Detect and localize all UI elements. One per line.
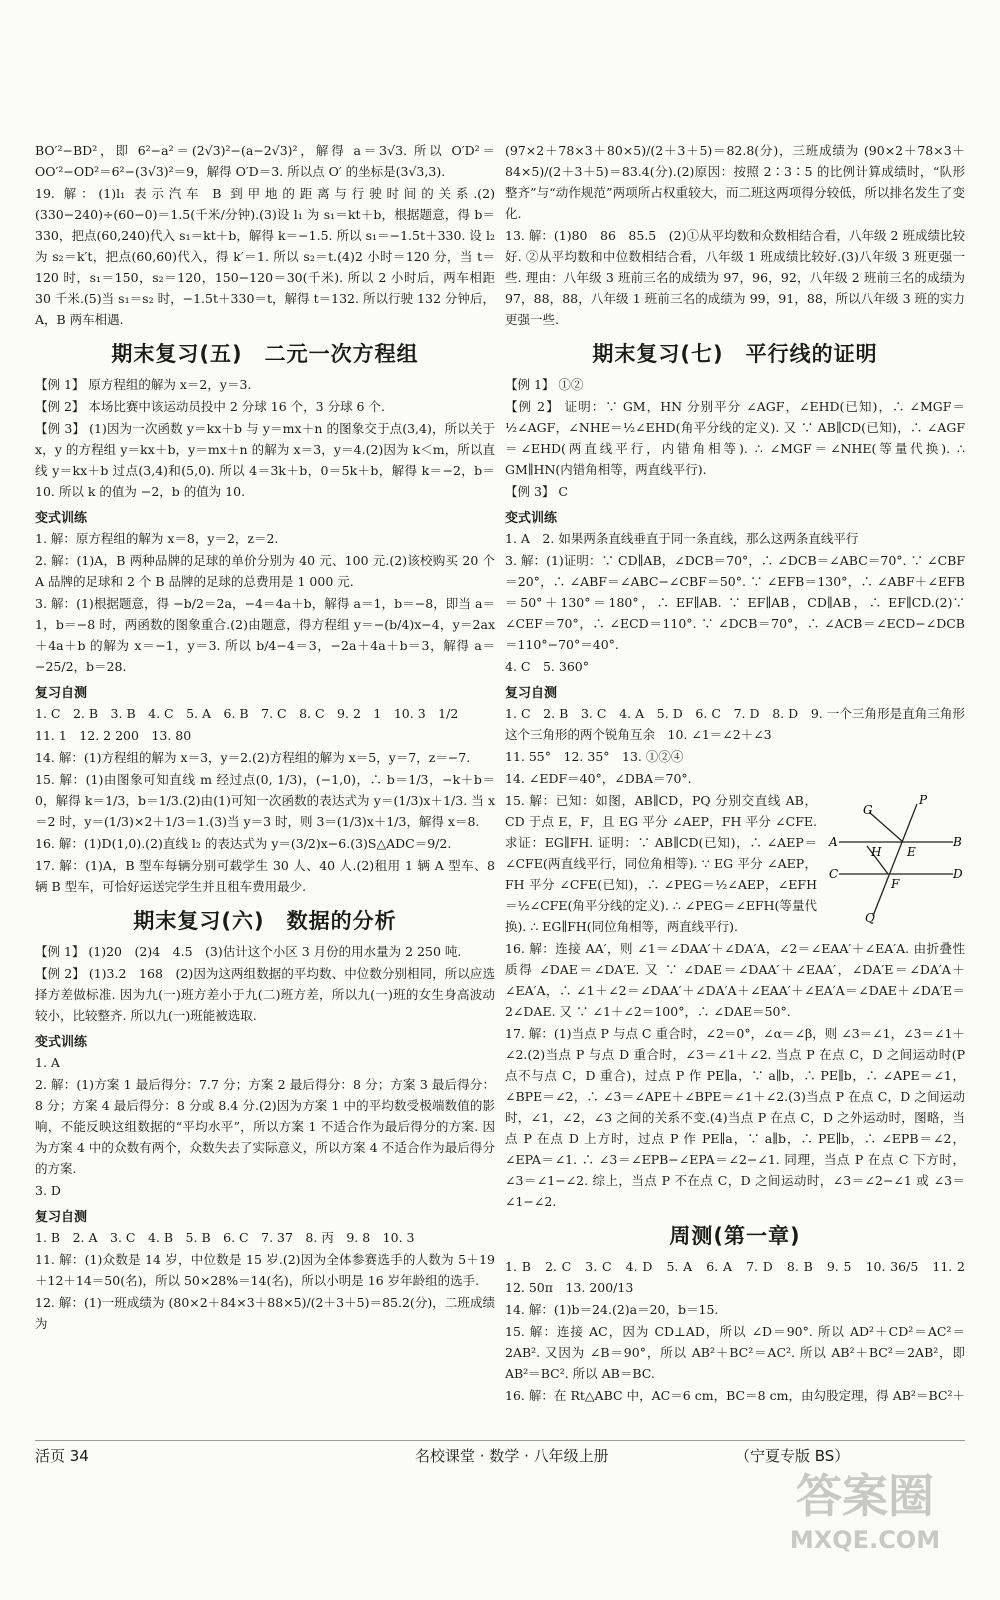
answer-paragraph: 1. 解：原方程组的解为 x＝8，y＝2，z＝2.: [35, 531, 279, 546]
figure-label-d: D: [953, 867, 963, 881]
answer-paragraph: 【例 2】 (1)3.2 168 (2)因为这两组数据的平均数、中位数分别相同，所以应选择方差做标准. 因为九(一)班方差小于九(二)班方差，所以九(一)班的女生身高波动较小，比较整齐. 所以九(一)班能被选取.: [35, 966, 495, 1023]
subsection-label: 变式训练: [505, 511, 558, 526]
answer-paragraph: 19. 解：(1)l₁ 表示汽车 B 到甲地的距离与行驶时间的关系.(2)(330−240)÷(60−0)＝1.5(千米/分钟).(3)设 l₁ 为 s₁＝kt＋b，根据题意，得 b＝330，把点(60,240)代入 s₁＝kt＋b，解得 k＝−1.5. 所以 s₁＝−1.5t＋330. 设 l₂ 为 s₂＝k′t，把点(60,60)代入，得 k′＝1. 所以 s₂＝t.(4)2 小时＝120 分，当 t＝120 时，s₁＝150，s₂＝120，150−120＝30(千米). 所以 2 小时后，两车相距 30 千米.(5)当 s₁＝s₂ 时，−1.5t＋330＝t，解得 t＝132. 所以行驶 132 分钟后，A，B 两车相遇.: [35, 186, 495, 327]
section-heading: 期末复习(六) 数据的分析: [133, 909, 397, 933]
figure-label-e: E: [907, 845, 916, 859]
answer-paragraph: 【例 3】 C: [505, 484, 568, 499]
answer-paragraph: 13. 解：(1)80 86 85.5 (2)①从平均数和众数相结合看，八年级 2 班成绩比较好. ②从平均数和中位数相结合看，八年级 1 班成绩比较好.(3)八年级 3 班更强一些. 理由：八年级 3 班前三名的成绩为 97，96，92，八年级 2 班前三名的成绩为 97，88，88，八年级 1 班前三名的成绩为 99，91，88，所以八年级 3 班的实力更强一些.: [505, 228, 965, 327]
subsection-label: 变式训练: [35, 511, 88, 526]
figure-label-g: G: [863, 803, 873, 817]
figure-label-b: B: [953, 835, 962, 849]
watermark-text: 答案圈: [796, 1469, 934, 1523]
answer-paragraph: 16. 解：连接 AA′，则 ∠1＝∠DAA′＋∠DA′A，∠2＝∠EAA′＋∠EA′A. 由折叠性质得 ∠DAE＝∠DA′E. 又 ∵ ∠DAE＝∠DAA′＋∠EAA′，∠DA′E＝∠DA′A＋∠EA′A，∴ ∠1＋∠2＝∠DAA′＋∠DA′A＋∠EAA′＋∠EA′A＝∠DAE＋∠DA′E＝2∠DAE. 又 ∵ ∠1＋∠2＝100°，∴ ∠DAE＝50°.: [505, 941, 965, 1019]
subsection-label: 复习自测: [35, 1210, 88, 1225]
answer-paragraph: 17. 解：(1)A，B 型车每辆分别可载学生 30 人、40 人.(2)租用 1 辆 A 型车、8 辆 B 型车，可恰好运送完学生并且租车费用最少.: [35, 858, 495, 894]
answer-paragraph: 12. 解：(1)一班成绩为 (80×2＋84×3＋88×5)/(2＋3＋5)＝85.2(分)，二班成绩为: [35, 1295, 495, 1331]
answer-paragraph: 11. 1 12. 2 200 13. 80: [35, 728, 192, 743]
figure-label-a: A: [829, 835, 838, 849]
figure-label-h: H: [871, 845, 882, 859]
answer-paragraph: BO′²−BD²，即 6²−a²＝(2√3)²−(a−2√3)²，解得 a＝3√3. 所以 O′D²＝OO′²−OD²＝6²−(3√3)²＝9，解得 O′D＝3. 所以点 O′ 的坐标是(3√3,3).: [35, 143, 495, 179]
answer-paragraph: 14. 解：(1)b＝24.(2)a＝20，b＝15.: [505, 1302, 719, 1317]
line-eg: [869, 812, 903, 842]
book-title: 名校课堂 · 数学 · 八年级上册: [415, 1447, 609, 1465]
subsection-label: 变式训练: [35, 1035, 88, 1050]
section-heading: 周测(第一章): [669, 1224, 801, 1248]
section-heading: 期末复习(七) 平行线的证明: [592, 342, 878, 366]
figure-label-q: Q: [865, 911, 875, 924]
answer-paragraph: 1. A: [35, 1055, 60, 1070]
answer-paragraph: 2. 解：(1)A，B 两种品牌的足球的单价分别为 40 元、100 元.(2)该校购买 20 个 A 品牌的足球和 2 个 B 品牌的足球的总费用是 1 000 元.: [35, 553, 495, 589]
answer-paragraph: 3. 解：(1)证明：∵ CD∥AB，∠DCB＝70°，∴ ∠DCB＝∠ABC＝70°. ∵ ∠CBF＝20°，∴ ∠ABF＝∠ABC−∠CBF＝50°. ∵ ∠EFB＝130°，∴ ∠ABF＋∠EFB＝50°＋130°＝180°，∴ EF∥AB. ∵ EF∥AB，CD∥AB，∴ EF∥CD.(2)∵ ∠CEF＝70°，∴ ∠ECD＝110°. ∵ ∠DCB＝70°，∴ ∠ACB＝∠ECD−∠DCB＝110°−70°＝40°.: [505, 553, 965, 652]
answer-paragraph: 14. ∠EDF＝40°，∠DBA＝70°.: [505, 771, 692, 786]
answer-paragraph: 4. C 5. 360°: [505, 659, 589, 674]
left-column: [35, 140, 495, 1410]
parallel-lines-figure: [825, 794, 965, 924]
figure-label-c: C: [829, 867, 839, 881]
watermark-logo: [760, 1450, 970, 1560]
answer-paragraph: 2. 解：(1)方案 1 最后得分：7.7 分；方案 2 最后得分：8 分；方案 3 最后得分：8 分；方案 4 最后得分：8 分或 8.4 分.(2)因为方案 1 中的平均数受极端数值的影响，不能反映这组数据的“平均水平”，所以方案 1 不适合作为最后得分的方案. 因为方案 4 中的众数有两个，众数失去了实际意义，所以方案 4 不适合作为最后得分的方案.: [35, 1077, 495, 1176]
answer-paragraph: 15. 解：(1)由图象可知直线 m 经过点(0, 1/3)，(−1,0)，∴ b＝1/3，−k＋b＝0，解得 k＝1/3，b＝1/3.(2)由(1)可知一次函数的表达式为 y＝(1/3)x＋1/3. 当 x＝2 时，y＝(1/3)×2＋1/3＝1.(3)当 y＝3 时，则 3＝(1/3)x＋1/3，解得 x＝8.: [35, 772, 495, 829]
answer-paragraph: 【例 1】 (1)20 (2)4 4.5 (3)估计这个小区 3 月份的用水量为 2 250 吨.: [35, 944, 462, 959]
figure-label-f: F: [891, 877, 900, 891]
answer-paragraph: 14. 解：(1)方程组的解为 x＝3，y＝2.(2)方程组的解为 x＝5，y＝7，z＝−7.: [35, 750, 471, 765]
answer-paragraph: 1. C 2. B 3. B 4. C 5. A 6. B 7. C 8. C 9. 2 1 10. 3 1/2: [35, 706, 459, 721]
answer-paragraph: 17. 解：(1)当点 P 与点 C 重合时，∠2＝0°，∠α＝∠β，则 ∠3＝∠1，∠3＝∠1＋∠2.(2)当点 P 与点 D 重合时，∠3＝∠1＋∠2. 当点 P 在点 C，D 之间运动时(P 点不与点 C，D 重合)，过点 P 作 PE∥a，∵ a∥b，∴ PE∥b，∴ ∠APE＝∠1，∠BPE＝∠2，∴ ∠3＝∠APE＋∠BPE＝∠1＋∠2.(3)当点 P 在点 C，D 之间运动时，∠1，∠2，∠3 之间的关系不变.(4)当点 P 在点 C，D 之外运动时，图略，当点 P 在点 D 上方时，过点 P 作 PE∥a，∵ a∥b，∴ PE∥b，∴ ∠EPB＝∠2，∠EPA＝∠1. ∴ ∠3＝∠EPB−∠EPA＝∠2−∠1. 同理，当点 P 在点 C 下方时，∠3＝∠1−∠2. 综上，当点 P 不在点 C，D 之间运动时，∠3＝∠2−∠1 或 ∠3＝∠1−∠2.: [505, 1026, 965, 1209]
answer-paragraph: 11. 55° 12. 35° 13. ①②④: [505, 749, 684, 764]
answer-paragraph: 【例 2】 证明：∵ GM，HN 分别平分 ∠AGF，∠EHD(已知)，∴ ∠MGF＝½∠AGF，∠NHE＝½∠EHD(角平分线的定义). 又 ∵ AB∥CD(已知)，∴ ∠AGF＝∠EHD(两直线平行，内错角相等). ∴ ∠MGF＝∠NHE(等量代换). ∴ GM∥HN(内错角相等，两直线平行).: [505, 399, 965, 477]
subsection-label: 复习自测: [505, 686, 558, 701]
answer-paragraph: 11. 解：(1)众数是 14 岁，中位数是 15 岁.(2)因为全体参赛选手的人数为 5＋19＋12＋14＝50(名)，所以 50×28%＝14(名)，所以小明是 16 岁年龄组的选手.: [35, 1252, 495, 1288]
answer-paragraph: 3. 解：(1)根据题意，得 −b/2＝2a，−4＝4a＋b，解得 a＝1，b＝−8，即当 a＝1，b＝−8 时，两函数的图象重合.(2)由题意，得方程组 y＝−(b/4)x−4，y＝2ax＋4a＋b 的解为 x＝−1，y＝3. 所以 b/4−4＝3，−2a＋4a＋b＝3，解得 a＝−25/2，b＝28.: [35, 596, 495, 674]
answer-paragraph: 3. D: [35, 1183, 61, 1198]
answer-paragraph: 1. B 2. C 3. C 4. D 5. A 6. A 7. D 8. B 9. 5 10. 36/5 11. 2 12. 50π 13. 200/13: [505, 1259, 965, 1295]
subsection-label: 复习自测: [35, 686, 88, 701]
answer-paragraph: 15. 解：已知：如图，AB∥CD，PQ 分别交直线 AB，CD 于点 E，F，且 EG 平分 ∠AEP，FH 平分 ∠CFE. 求证：EG∥FH. 证明：∵ AB∥CD(已知)，∴ ∠AEP＝∠CFE(两直线平行，同位角相等). ∵ EG 平分 ∠AEP，FH 平分 ∠CFE(已知)，∴ ∠PEG＝½∠AEP，∠EFH＝½∠CFE(角平分线的定义). ∴ ∠PEG＝∠EFH(等量代换). ∴ EG∥FH(同位角相等，两直线平行).: [505, 793, 817, 934]
right-column: [505, 140, 965, 1410]
answer-paragraph: 1. B 2. A 3. C 4. B 5. B 6. C 7. 37 8. 丙 9. 8 10. 3: [35, 1230, 415, 1245]
answer-paragraph: (97×2＋78×3＋80×5)/(2＋3＋5)＝82.8(分)，三班成绩为 (90×2＋78×3＋84×5)/(2＋3＋5)＝83.4(分).(2)原因：按照 2∶3∶5 的比例计算成绩时，“队形整齐”与“动作规范”两项所占权重较大，而二班这两项得分较低，所以排名发生了变化.: [505, 143, 965, 221]
answer-paragraph: 【例 1】 ①②: [505, 377, 584, 392]
answer-paragraph: 15. 解：连接 AC，因为 CD⊥AD，所以 ∠D＝90°. 所以 AD²＋CD²＝AC²＝2AB². 又因为 ∠B＝90°，所以 AB²＋BC²＝AC². 所以 AB²＋BC²＝2AB²，即 AB²＝BC². 所以 AB＝BC.: [505, 1324, 965, 1381]
answer-paragraph: 16. 解：在 Rt△ABC 中，AC＝6 cm，BC＝8 cm，由勾股定理，得 AB²＝BC²＋: [505, 1388, 965, 1403]
answer-paragraph: 16. 解：(1)D(1,0).(2)直线 l₂ 的表达式为 y＝(3/2)x−6.(3)S△ADC＝9/2.: [35, 836, 452, 851]
answer-paragraph: 【例 3】 (1)因为一次函数 y＝kx＋b 与 y＝mx＋n 的图象交于点(3,4)，所以关于 x，y 的方程组 y＝kx＋b，y＝mx＋n 的解为 x＝3，y＝4.(2)因为 k＜m，所以直线 y＝kx＋b 过点(3,4)和(5,0). 所以 4＝3k＋b，0＝5k＋b，解得 k＝−2，b＝10. 所以 k 的值为 −2，b 的值为 10.: [35, 421, 495, 499]
watermark-domain: MXQE.COM: [789, 1526, 941, 1554]
edition-label: （宁夏专版 BS）: [735, 1447, 850, 1465]
answer-paragraph: 【例 2】 本场比赛中该运动员投中 2 分球 16 个，3 分球 6 个.: [35, 399, 385, 414]
figure-label-p: P: [919, 794, 928, 807]
answer-paragraph: 1. A 2. 如果两条直线垂直于同一条直线，那么这两条直线平行: [505, 531, 859, 546]
answer-paragraph: 1. C 2. B 3. C 4. A 5. D 6. C 7. D 8. D 9. 一个三角形是直角三角形 这个三角形的两个锐角互余 10. ∠1＝∠2＋∠3: [505, 706, 965, 742]
page-number: 活页 34: [35, 1447, 89, 1465]
section-heading: 期末复习(五) 二元一次方程组: [111, 342, 419, 366]
answer-paragraph: 【例 1】 原方程组的解为 x＝2，y＝3.: [35, 377, 252, 392]
